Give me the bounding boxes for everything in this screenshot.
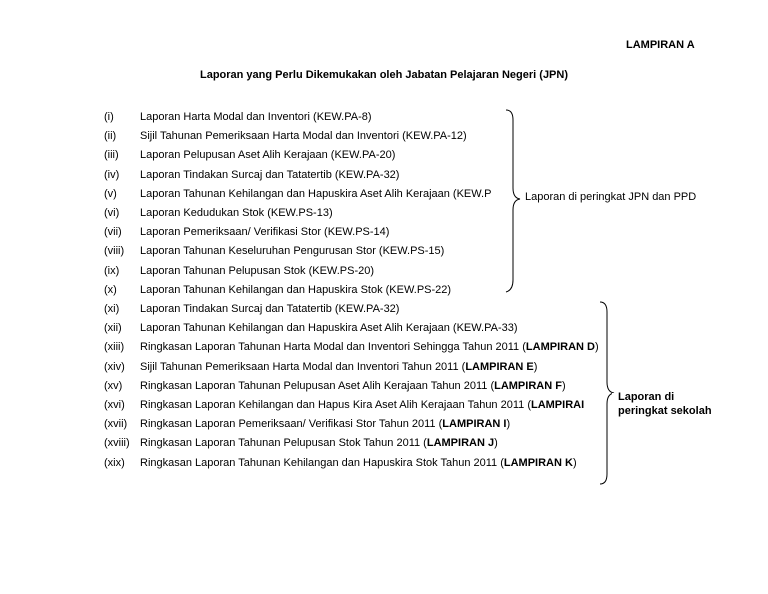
item-text <box>140 338 599 357</box>
item-text-main: Laporan Tahunan Kehilangan dan Hapuskira Stok (KEW.PS-22) <box>140 283 452 296</box>
item-text <box>140 262 374 281</box>
item-number: (xv) <box>104 379 123 392</box>
item-text <box>140 185 491 204</box>
item-number: (xiii) <box>104 341 125 354</box>
item-text <box>140 434 498 453</box>
item-text-main: Laporan Tahunan Keseluruhan Pengurusan Stor (KEW.PS-15) <box>140 245 445 258</box>
item-text-main: Ringkasan Laporan Kehilangan dan Hapus Kira Aset Alih Kerajaan Tahun 2011 ( <box>140 399 531 411</box>
item-number: (xvi) <box>104 399 125 411</box>
item-text <box>140 300 399 319</box>
note-sekolah-line1: Laporan di <box>618 391 675 403</box>
item-text-main: Sijil Tahunan Pemeriksaan Harta Modal dan Inventori (KEW.PA-12) <box>140 130 467 143</box>
item-number: (vii) <box>104 226 122 239</box>
item-close-paren: ) <box>594 341 599 354</box>
item-lampiran-ref: LAMPIRAN J <box>426 437 495 450</box>
item-text-main: Laporan Tahunan Kehilangan dan Hapuskira Aset Alih Kerajaan (KEW.P <box>140 187 492 200</box>
item-number: (vi) <box>104 207 120 219</box>
item-text-main: Laporan Pelupusan Aset Alih Kerajaan (KEW.PA-20) <box>140 149 396 162</box>
item-text <box>140 415 510 434</box>
item-number: (xii) <box>104 322 122 335</box>
item-number: (v) <box>104 187 117 200</box>
item-text <box>140 204 333 223</box>
item-close-paren: ) <box>533 360 538 373</box>
document-title: Laporan yang Perlu Dikemukakan oleh Jabatan Pelajaran Negeri (JPN) <box>199 69 569 81</box>
item-text-main: Laporan Tahunan Pelupusan Stok (KEW.PS-20) <box>140 264 375 277</box>
item-text-main: Laporan Tindakan Surcaj dan Tatatertib (KEW.PA-32) <box>140 168 400 181</box>
item-text <box>140 319 518 338</box>
lampiran-label: LAMPIRAN A <box>626 39 695 51</box>
item-number: (x) <box>104 283 117 296</box>
item-lampiran-ref: LAMPIRAI <box>530 399 585 411</box>
item-lampiran-ref: LAMPIRAN I <box>442 418 507 431</box>
item-number: (viii) <box>104 245 125 258</box>
item-close-paren: ) <box>506 418 511 431</box>
item-text <box>140 396 584 415</box>
item-close-paren: ) <box>561 379 566 392</box>
item-text <box>140 377 566 396</box>
item-text-main: Ringkasan Laporan Tahunan Kehilangan dan Hapuskira Stok Tahun 2011 ( <box>140 456 504 469</box>
item-lampiran-ref: LAMPIRAN E <box>465 360 534 373</box>
item-text-main: Laporan Kedudukan Stok (KEW.PS-13) <box>140 207 333 219</box>
item-text <box>140 146 395 165</box>
brace-jpn-ppd <box>504 108 524 294</box>
item-text <box>140 242 444 261</box>
item-text-main: Laporan Tindakan Surcaj dan Tatatertib (KEW.PA-32) <box>140 303 400 315</box>
item-text-main: Sijil Tahunan Pemeriksaan Harta Modal dan Inventori Tahun 2011 ( <box>140 360 466 373</box>
item-close-paren: ) <box>572 456 577 469</box>
brace-gap-mask <box>612 393 616 407</box>
item-number: (ix) <box>104 264 120 277</box>
item-text-main: Ringkasan Laporan Pemeriksaan/ Verifikasi Stor Tahun 2011 ( <box>140 418 443 431</box>
item-text <box>140 281 451 300</box>
item-text-main: Laporan Pemeriksaan/ Verifikasi Stor (KEW.PS-14) <box>140 226 390 239</box>
item-close-paren: ) <box>494 437 498 450</box>
item-number: (iv) <box>104 168 120 181</box>
note-jpn-ppd: Laporan di peringkat JPN dan PPD <box>525 191 697 203</box>
item-number: (xiv) <box>104 360 125 373</box>
item-number: (ii) <box>104 130 117 143</box>
item-text-main: Ringkasan Laporan Tahunan Harta Modal dan Inventori Sehingga Tahun 2011 ( <box>140 341 526 354</box>
item-number: (xi) <box>104 303 120 315</box>
item-text-main: Ringkasan Laporan Tahunan Pelupusan Stok Tahun 2011 ( <box>140 437 427 450</box>
item-text <box>140 454 577 473</box>
item-lampiran-ref: LAMPIRAN K <box>503 456 573 469</box>
item-text <box>140 127 467 146</box>
item-text-main: Laporan Tahunan Kehilangan dan Hapuskira Aset Alih Kerajaan (KEW.PA-33) <box>140 322 518 335</box>
item-lampiran-ref: LAMPIRAN F <box>494 379 562 392</box>
note-sekolah-line2: peringkat sekolah <box>618 405 712 417</box>
item-number: (xix) <box>104 456 125 469</box>
item-text <box>140 166 399 185</box>
item-text <box>140 358 537 377</box>
item-text-main: Laporan Harta Modal dan Inventori (KEW.PA-8) <box>140 111 372 123</box>
item-lampiran-ref: LAMPIRAN D <box>525 341 595 354</box>
note-sekolah <box>618 390 728 418</box>
item-number: (xvii) <box>104 418 128 431</box>
item-text <box>140 108 372 127</box>
item-text <box>140 223 389 242</box>
item-number: (iii) <box>104 149 119 162</box>
item-number: (xviii) <box>104 437 130 450</box>
item-text-main: Ringkasan Laporan Tahunan Pelupusan Aset Alih Kerajaan Tahun 2011 ( <box>140 379 495 392</box>
item-number: (i) <box>104 111 114 123</box>
